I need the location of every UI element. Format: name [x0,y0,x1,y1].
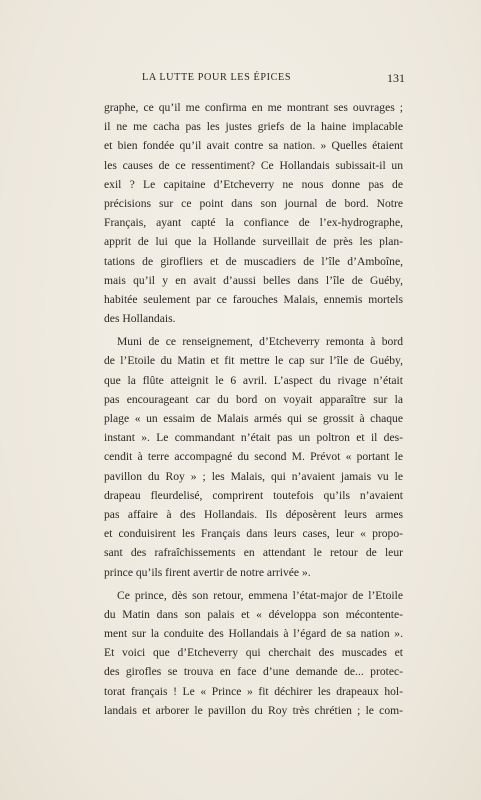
page-header [104,72,404,90]
text-line: pas affaire à des Hollandais. Ils déposèrent leurs armes [104,507,403,521]
text-line: sant des rafraîchissements en attendant le retour de leur [104,546,403,560]
text-line: les causes de ce ressentiment? Ce Hollandais subissait-il un [104,158,403,172]
text-line: des Hollandais. [104,312,176,326]
text-line: et bien fondée qu’il avait contre sa nation. » Quelles étaient [104,139,403,153]
text-line: cendit à terre accompagné du second M. Prévot « portant le [104,450,403,464]
text-line: que la flûte atteignit le 6 avril. L’aspect du rivage n’était [104,373,403,387]
text-line: de l’Etoile du Matin et fit mettre le cap sur l’île de Guéby, [104,354,403,368]
text-line: Ce prince, dès son retour, emmena l’état-major de l’Etoile [117,588,403,602]
text-line: Muni de ce renseignement, d’Etcheverry remonta à bord [117,335,403,349]
text-line: tations de girofliers et de muscadiers de l’île d’Amboîne, [104,254,403,268]
running-title: LA LUTTE POUR LES ÉPICES [142,72,292,83]
text-line: apprit de lui que la Hollande surveillait de près les plan- [104,235,403,249]
text-line: prince qu’ils firent avertir de notre arrivée ». [104,565,311,579]
text-line: instant ». Le commandant n’était pas un poltron et il des- [104,431,403,445]
text-line: habitée seulement par ce farouches Malais, ennemis mortels [104,292,403,306]
text-line: drapeau fleurdelisé, comprirent toutefois qu’ils n’avaient [104,488,403,502]
text-line: il ne me cacha pas les justes griefs de la haine implacable [104,120,403,134]
text-line: Français, ayant capté la confiance de l’ex-hydrographe, [104,216,403,230]
page-number: 131 [387,71,405,85]
text-line: graphe, ce qu’il me confirma en me montrant ses ouvrages ; [104,101,403,114]
text-line: exil ? Le capitaine d’Etcheverry ne nous donne pas de [104,177,403,191]
text-line: landais et arborer le pavillon du Roy très chrétien ; le com- [104,703,403,717]
body-text [104,98,403,720]
text-line: précisions sur ce point dans son journal de bord. Notre [104,196,403,210]
text-line: pavillon du Roy » ; les Malais, qui n’avaient jamais vu le [104,469,403,483]
text-line: des girofles se trouva en face d’une demande de... protec- [104,665,403,679]
text-line: plage « un essaim de Malais armés qui se grossit à chaque [104,412,403,425]
text-line: pas encourageant car du bord on voyait apparaître sur la [104,392,403,406]
text-line: Et voici que d’Etcheverry qui cherchait des muscades et [104,646,403,660]
text-line: torat français ! Le « Prince » fit déchirer les drapeaux hol- [104,684,403,698]
text-line: et conduisirent les Français dans leurs cases, leur « propo- [104,527,403,541]
text-line: mais qu’il y en avait d’aussi belles dans l’île de Guéby, [104,273,403,287]
text-line: ment sur la conduite des Hollandais à l’égard de sa nation ». [104,627,403,641]
text-line: du Matin dans son palais et « développa son mécontente- [104,607,403,621]
